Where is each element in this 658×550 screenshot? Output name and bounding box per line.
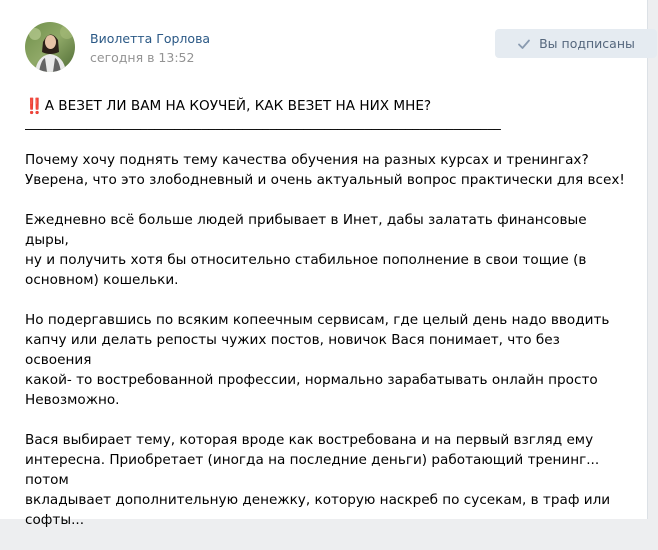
check-icon <box>517 37 531 51</box>
post-header <box>25 22 647 74</box>
post-title <box>25 96 625 116</box>
avatar-photo-icon <box>25 22 75 72</box>
post-title-text: А ВЕЗЕТ ЛИ ВАМ НА КОУЧЕЙ, КАК ВЕЗЕТ НА НИХ МНЕ? <box>44 98 432 114</box>
text-divider: ______________________________________________________________________ <box>25 116 501 130</box>
double-exclamation-icon: ‼️ <box>25 97 42 115</box>
post-paragraph: Но подергавшись по всяким копеечным сервисам, где целый день надо вводить капчу или делать репосты чужих постов, новичок Вася понимает, что без освоения какой- то востребованной профессии, нормально зарабатывать онлайн просто Невозможно. <box>25 312 610 408</box>
post-paragraph: Почему хочу поднять тему качества обучения на разных курсах и тренингах? Уверена, что это злободневный и очень актуальный вопрос практически для всех! <box>25 152 625 188</box>
author-name[interactable]: Виолетта Горлова <box>90 31 211 46</box>
post-body <box>25 96 625 550</box>
post-timestamp[interactable]: сегодня в 13:52 <box>90 50 195 65</box>
subscribed-button[interactable] <box>495 29 657 58</box>
post-paragraph: Ежедневно всё больше людей прибывает в Инет, дабы залатать финансовые дыры, ну и получить хотя бы относительно стабильное пополнение в свои тощие (в основном) кошельки. <box>25 212 587 288</box>
avatar[interactable] <box>25 22 75 72</box>
post-paragraph: Вася выбирает тему, которая вроде как востребована и на первый взгляд ему интересна. Приобретает (иногда на последние деньги) работающий тренинг... потом вкладывает дополнительную денежку, которую наскреб по сусекам, в траф или софты... <box>25 432 611 528</box>
subscribed-button-label: Вы подписаны <box>539 36 635 51</box>
